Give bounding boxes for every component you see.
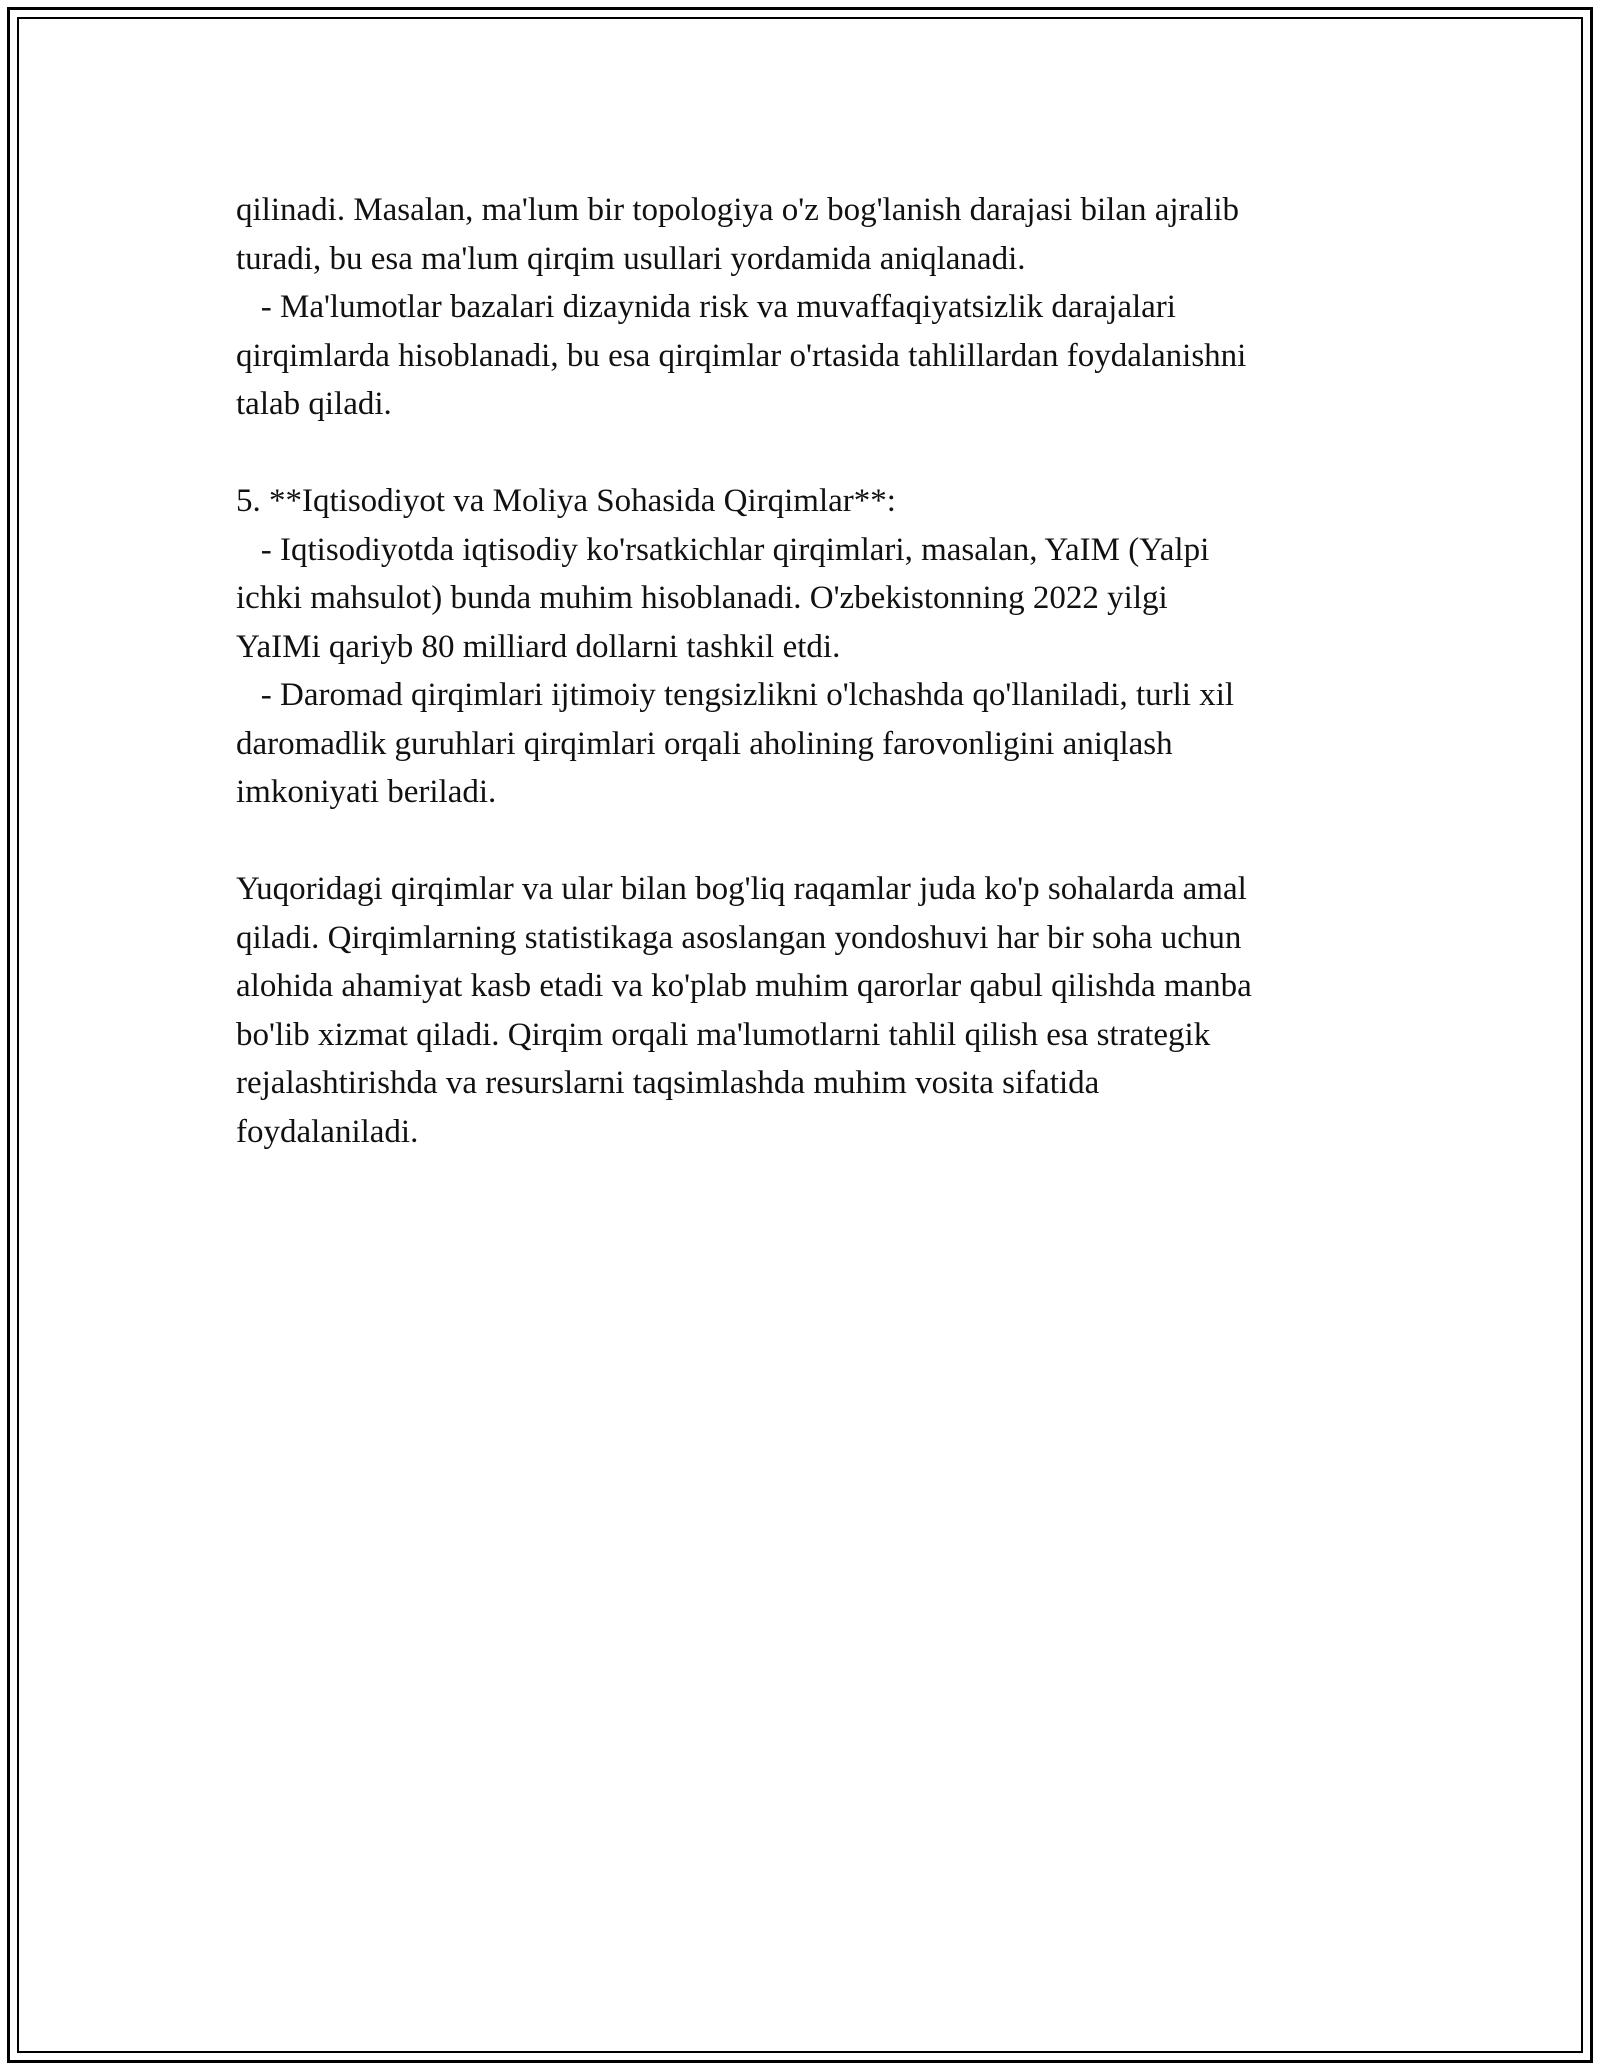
text-line: rejalashtirishda va resurslarni taqsimlashda muhim vosita sifatida — [236, 1065, 1100, 1101]
bullet-economy — [236, 526, 1376, 672]
bullet-databases — [236, 283, 1376, 429]
text-line: YaIMi qariyb 80 milliard dollarni tashkil etdi. — [236, 628, 841, 665]
paragraph-gap — [236, 429, 1376, 478]
text-line: ichki mahsulot) bunda muhim hisoblanadi. O'zbekistonning 2022 yilgi — [236, 580, 1168, 616]
paragraph-gap — [236, 817, 1376, 866]
text-line: talab qiladi. — [236, 386, 392, 422]
conclusion-paragraph — [236, 865, 1376, 1156]
text-line: qiladi. Qirqimlarning statistikaga asoslangan yondoshuvi har bir soha uchun — [236, 919, 1242, 956]
text-line: qirqimlarda hisoblanadi, bu esa qirqimlar o'rtasida tahlillardan foydalanishni — [236, 337, 1247, 374]
text-line: foydalaniladi. — [236, 1113, 419, 1150]
text-line: turadi, bu esa ma'lum qirqim usullari yordamida aniqlanadi. — [236, 240, 1026, 277]
bullet-income — [236, 671, 1376, 817]
text-line: - Daromad qirqimlari ijtimoiy tengsizlikni o'lchashda qo'llaniladi, turli xil — [236, 677, 1235, 713]
document-body — [236, 186, 1376, 1156]
text-line: alohida ahamiyat kasb etadi va ko'plab muhim qarorlar qabul qilishda manba — [236, 968, 1252, 1004]
text-line: bo'lib xizmat qiladi. Qirqim orqali ma'lumotlarni tahlil qilish esa strategik — [236, 1016, 1211, 1053]
text-line: - Ma'lumotlar bazalari dizaynida risk va muvaffaqiyatsizlik darajalari — [236, 289, 1176, 325]
text-line: daromadlik guruhlari qirqimlari orqali aholining farovonligini aniqlash — [236, 725, 1173, 762]
text-line: Yuqoridagi qirqimlar va ular bilan bog'liq raqamlar juda ko'p sohalarda amal — [236, 871, 1247, 907]
text-line: qilinadi. Masalan, ma'lum bir topologiya o'z bog'lanish darajasi bilan ajralib — [236, 192, 1240, 228]
section-heading: 5. **Iqtisodiyot va Moliya Sohasida Qirqimlar**: — [236, 483, 896, 519]
text-line: imkoniyati beriladi. — [236, 774, 497, 810]
paragraph-continuation — [236, 186, 1376, 283]
text-line: - Iqtisodiyotda iqtisodiy ko'rsatkichlar qirqimlari, masalan, YaIM (Yalpi — [236, 531, 1210, 568]
